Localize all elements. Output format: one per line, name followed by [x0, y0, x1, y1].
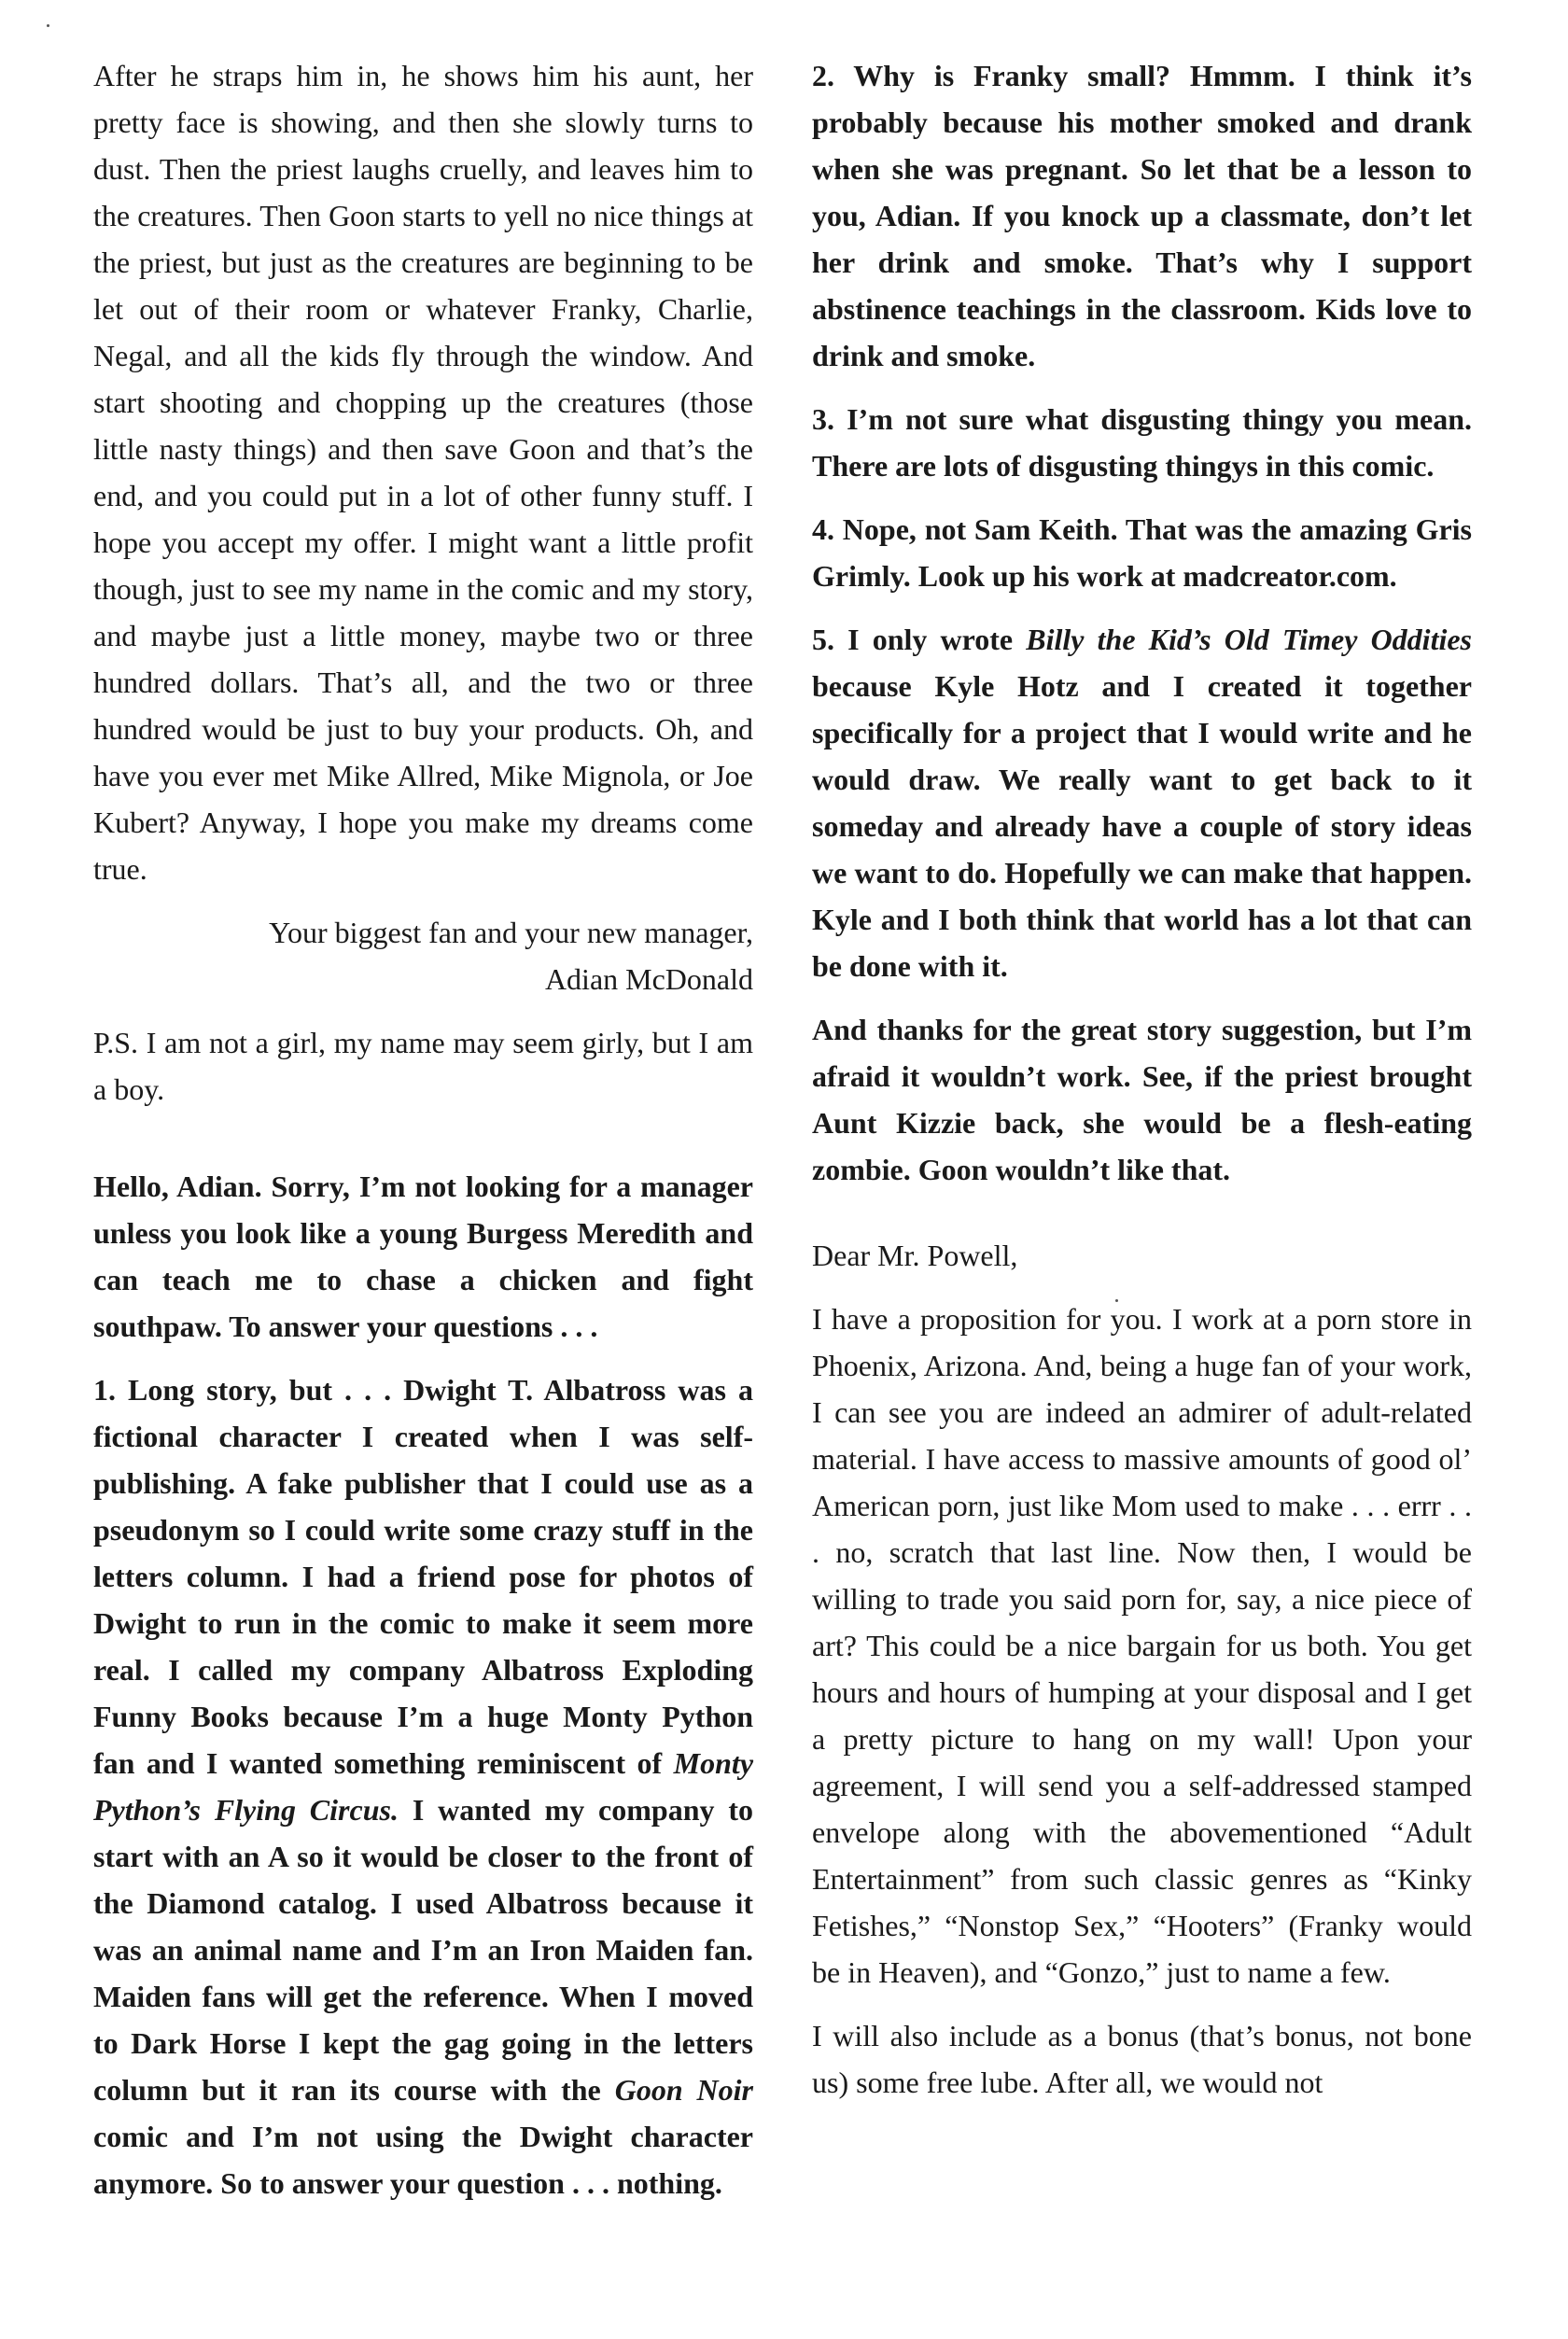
signoff-line: Your biggest fan and your new manager,	[269, 916, 753, 949]
answer-5-text-b: because Kyle Hotz and I created it together specifically for a project that I would write and he would draw. We really want to get back to it someday and already have a couple of story ideas we want to do. Hopefully we can make that happen. Kyle and I both think that world has a lot that can be done with it.	[812, 669, 1472, 983]
right-column	[812, 52, 1472, 2122]
second-letter-paragraph-1: I have a proposition for you. I work at a porn store in Phoenix, Arizona. And, being a huge fan of your work, I can see you are indeed an admirer of adult-related material. I have access to massive amounts of good ol’ American porn, just like Mom used to make . . . errr . . . no, scratch that last line. Now then, I would be willing to trade you said porn for, say, a nice piece of art? This could be a nice bargain for us both. You get hours and hours of humping at your disposal and I get a pretty picture to hang on my wall! Upon your agreement, I will send you a self-addressed stamped envelope along with the abovementioned “Adult Entertainment” from such classic genres as “Kinky Fetishes,” “Nonstop Sex,” “Hooters” (Franky would be in Heaven), and “Gonzo,” just to name a few.	[812, 1302, 1472, 1989]
left-column	[93, 52, 753, 2223]
closing-reply: And thanks for the great story suggestion, but I’m afraid it wouldn’t work. See, if the priest brought Aunt Kizzie back, she would be a flesh-eating zombie. Goon wouldn’t like that.	[812, 1013, 1472, 1186]
answer-1-text-a: 1. Long story, but . . . Dwight T. Albatross was a fictional character I created when I was self-publishing. A fake publisher that I could use as a pseudonym so I could write some crazy stuff in the letters column. I had a friend pose for photos of Dwight to run in the comic to make it seem more real. I called my company Albatross Exploding Funny Books because I’m a huge Monty Python fan and I wanted something reminiscent of	[93, 1373, 753, 1780]
answer-4: 4. Nope, not Sam Keith. That was the amazing Gris Grimly. Look up his work at madcreator.com.	[812, 512, 1472, 593]
signoff-name: Adian McDonald	[544, 962, 753, 996]
answer-1-title-2: Goon Noir	[614, 2073, 754, 2107]
reader-letter-ending: After he straps him in, he shows him his aunt, her pretty face is showing, and then she slowly turns to dust. Then the priest laughs cruelly, and leaves him to the creatures. Then Goon starts to yell no nice things at the priest, but just as the creatures are beginning to be let out of their room or whatever Franky, Charlie, Negal, and all the kids fly through the window. And start shooting and chopping up the creatures (those little nasty things) and then save Goon and that’s the end, and you could put in a lot of other funny stuff. I hope you accept my offer. I might want a little profit though, just to see my name in the comic and my story, and maybe just a little money, maybe two or three hundred dollars. That’s all, and the two or three hundred would be just to buy your products. Oh, and have you ever met Mike Allred, Mike Mignola, or Joe Kubert? Anyway, I hope you make my dreams come true.	[93, 59, 753, 886]
answer-2: 2. Why is Franky small? Hmmm. I think it’s probably because his mother smoked and drank when she was pregnant. So let that be a lesson to you, Adian. If you knock up a classmate, don’t let her drink and smoke. That’s why I support abstinence teachings in the classroom. Kids love to drink and smoke.	[812, 59, 1472, 372]
answer-1-text-b: I wanted my company to start with an A so it would be closer to the front of the Diamond catalog. I used Albatross because it was an animal name and I’m an Iron Maiden fan. Maiden fans will get the reference. When I moved to Dark Horse I kept the gag going in the letters column but it ran its course with the	[93, 1793, 754, 2107]
answer-1	[93, 1366, 753, 2206]
answer-3: 3. I’m not sure what disgusting thingy you mean. There are lots of disgusting thingys in this comic.	[812, 402, 1472, 483]
answer-5	[812, 616, 1472, 989]
answer-5-text-a: 5. I only wrote	[812, 623, 1014, 656]
reply-intro: Hello, Adian. Sorry, I’m not looking for a manager unless you look like a young Burgess Meredith and can teach me to chase a chicken and fight southpaw. To answer your questions . . .	[93, 1170, 753, 1343]
second-letter-paragraph-2: I will also include as a bonus (that’s bonus, not bone us) some free lube. After all, we would not	[812, 2019, 1472, 2099]
answer-5-title: Billy the Kid’s Old Timey Oddities	[1026, 623, 1473, 656]
scan-speck	[47, 24, 49, 27]
salutation: Dear Mr. Powell,	[812, 1239, 1018, 1272]
postscript: P.S. I am not a girl, my name may seem girly, but I am a boy.	[93, 1026, 753, 1106]
section-gap	[93, 1129, 753, 1163]
answer-1-title-1: Monty Python’s Flying Circus.	[93, 1746, 754, 1827]
section-gap	[812, 1210, 1472, 1232]
signature-block	[93, 909, 753, 1002]
answer-1-text-c: comic and I’m not using the Dwight character anymore. So to answer your question . . . nothing.	[93, 2120, 753, 2200]
